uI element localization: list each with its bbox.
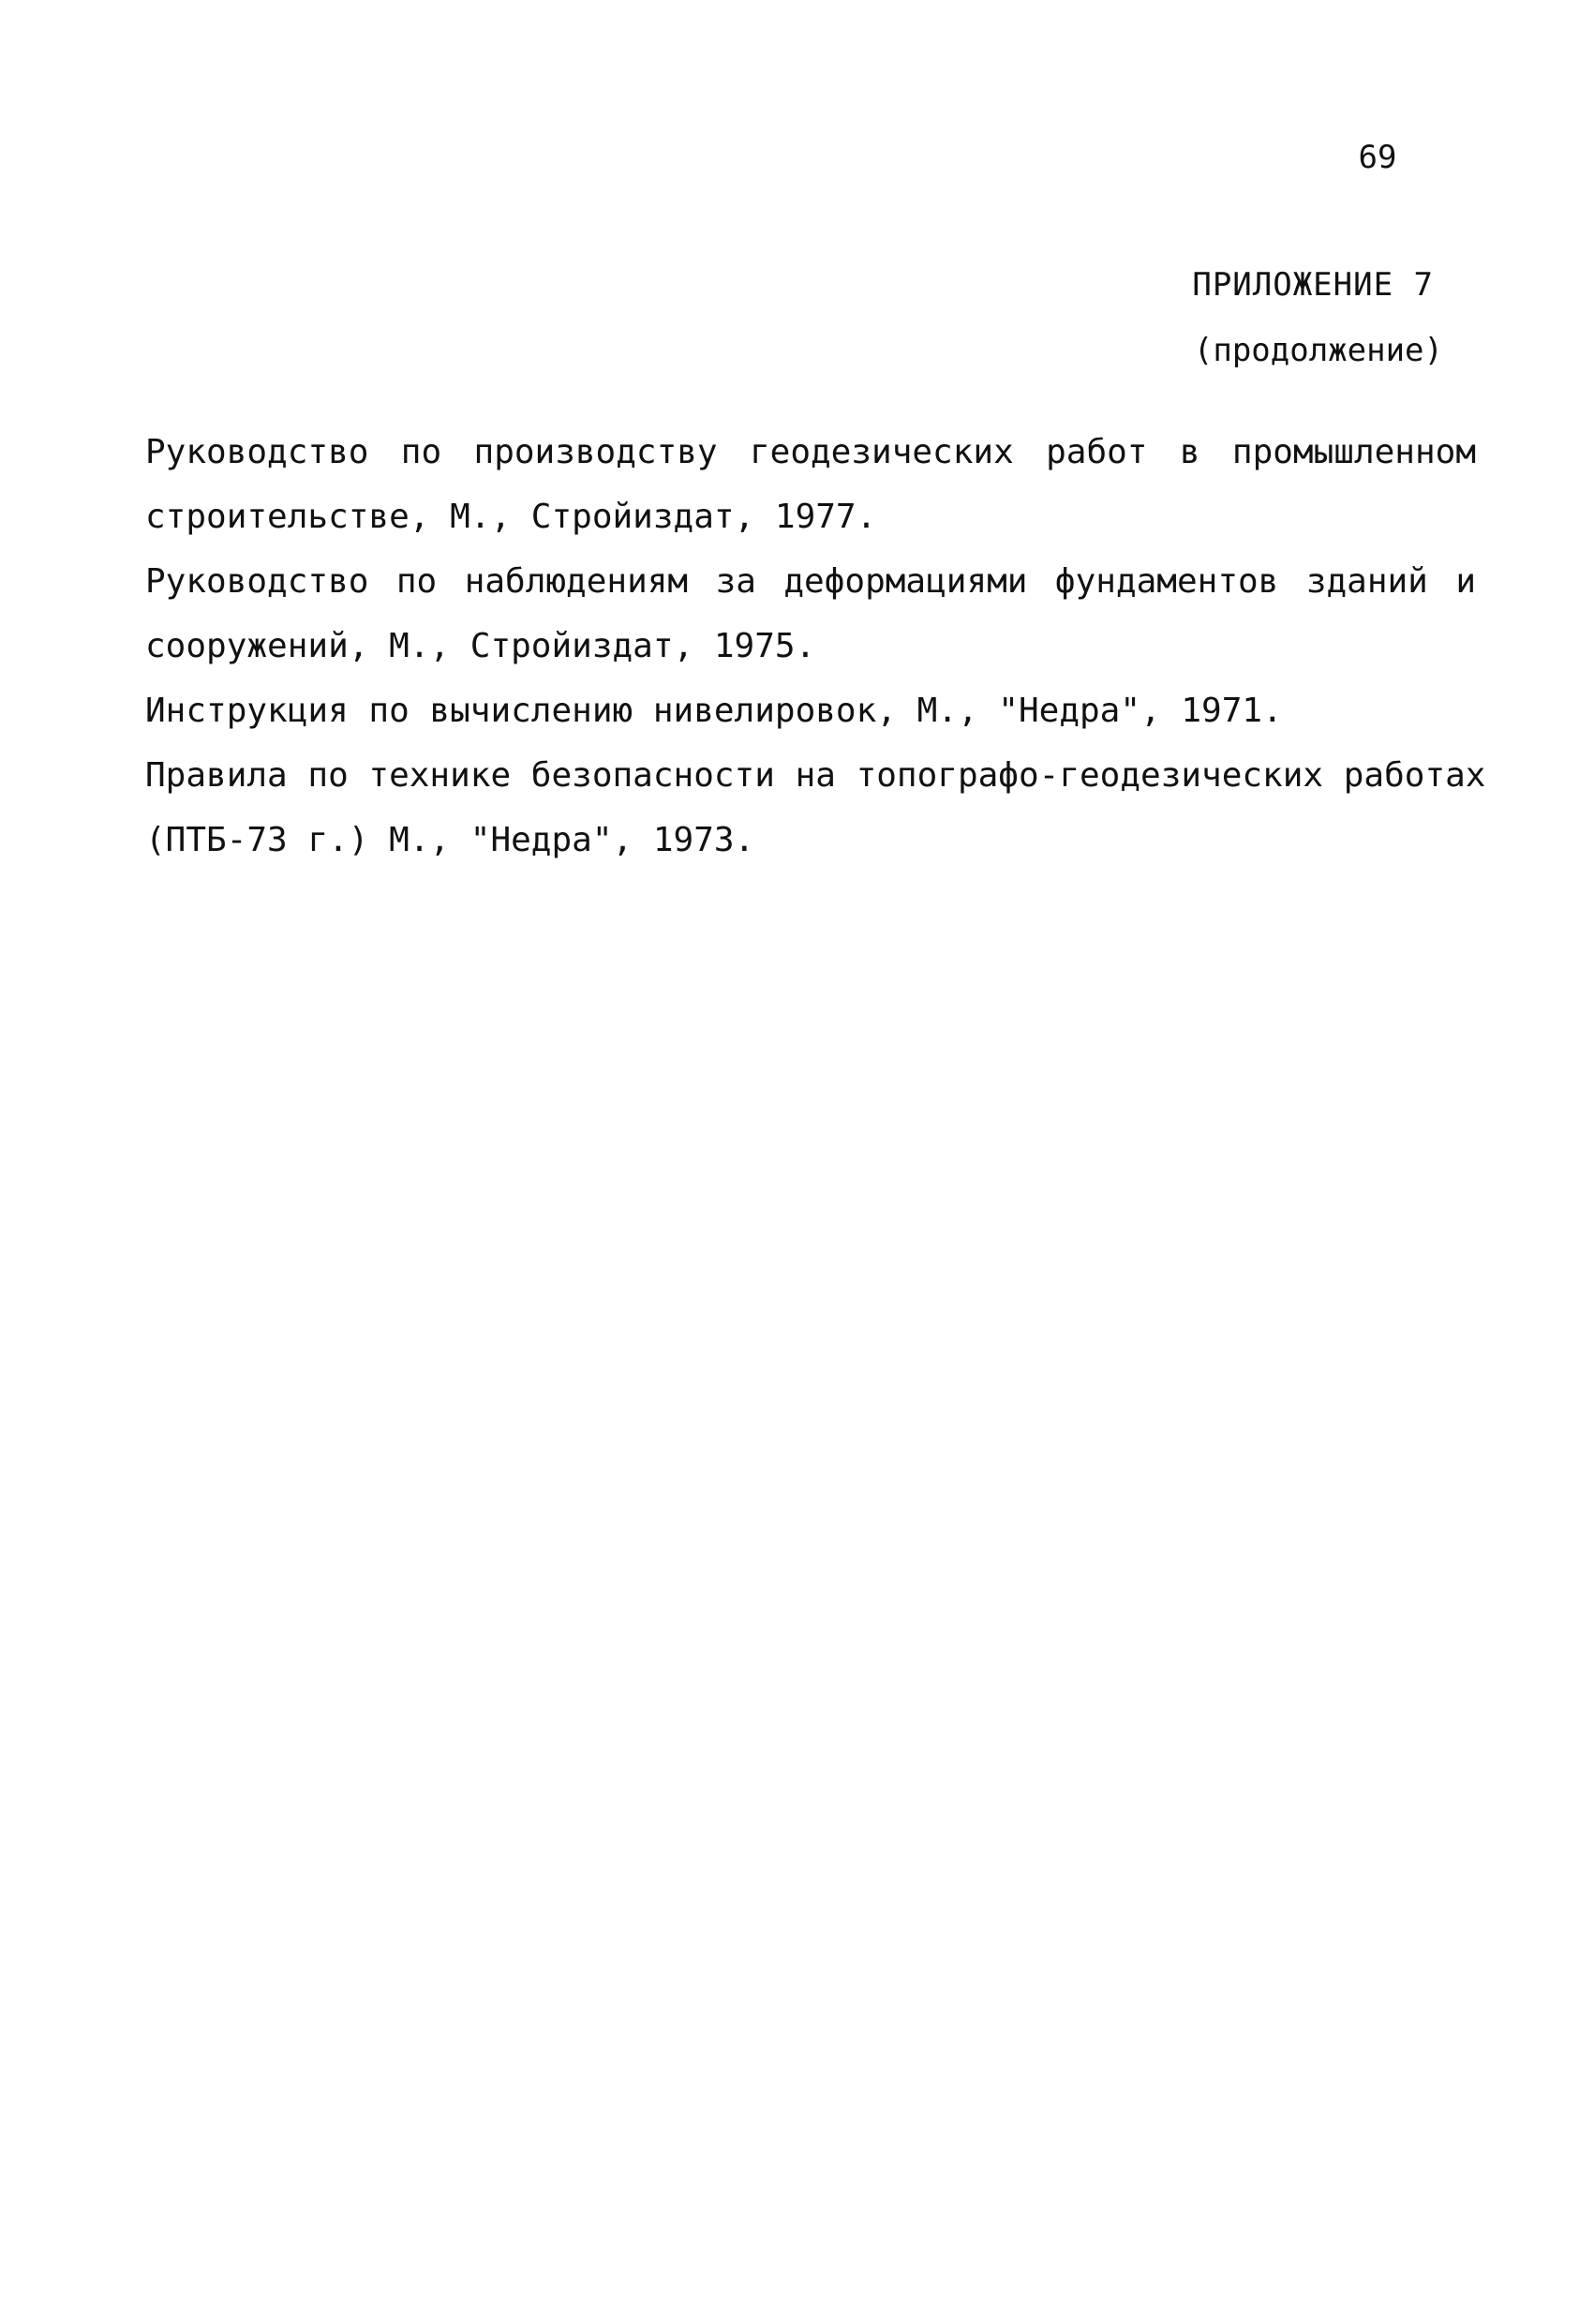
appendix-subtitle: (продолжение) xyxy=(1193,332,1443,369)
reference-line: (ПТБ-73 г.) М., "Недра", 1973. xyxy=(145,821,755,859)
reference-item xyxy=(145,549,1476,678)
reference-line: Инструкция по вычислению нивелировок, М., "Недра", 1971. xyxy=(145,692,1283,730)
reference-line: Руководство по производству геодезических работ в промышленном xyxy=(145,433,1476,471)
reference-list xyxy=(145,420,1486,872)
appendix-title: ПРИЛОЖЕНИЕ 7 xyxy=(1192,266,1434,304)
reference-item xyxy=(145,420,1476,549)
reference-line: строительстве, М., Стройиздат, 1977. xyxy=(145,498,877,536)
reference-item xyxy=(145,678,1476,743)
reference-line: Руководство по наблюдениям за деформациями фундаментов зданий и xyxy=(145,562,1476,601)
reference-line: сооружений, М., Стройиздат, 1975. xyxy=(145,627,816,665)
reference-line: Правила по технике безопасности на топографо-геодезических работах xyxy=(145,756,1486,795)
reference-item xyxy=(145,743,1486,872)
page-number: 69 xyxy=(1358,139,1397,176)
